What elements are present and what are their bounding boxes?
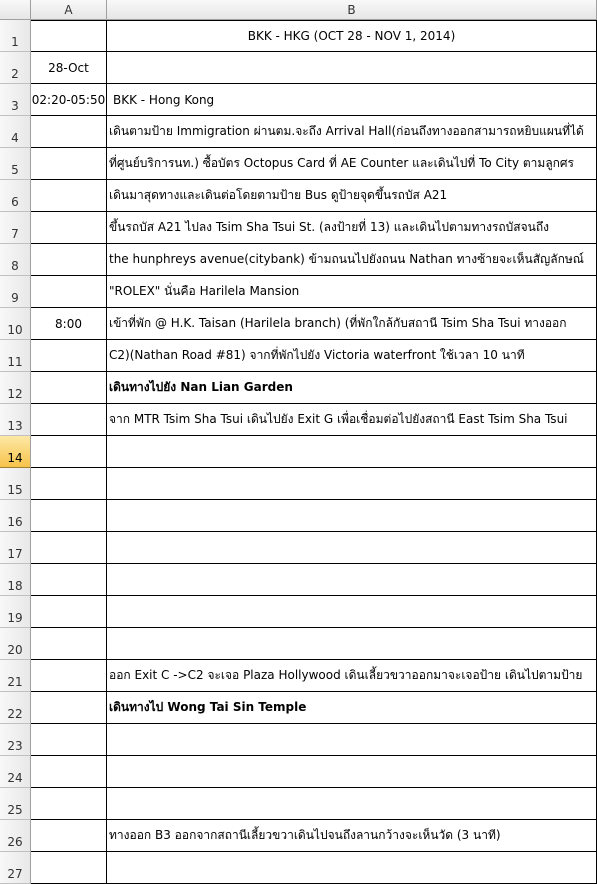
row-header[interactable]: 19 (0, 596, 31, 628)
cell-a[interactable] (31, 564, 107, 596)
row-header[interactable]: 8 (0, 244, 31, 276)
cell-b[interactable] (107, 468, 597, 500)
cell-a[interactable] (31, 372, 107, 404)
row-header[interactable]: 16 (0, 500, 31, 532)
table-row (0, 596, 597, 628)
table-row (0, 340, 597, 372)
table-row (0, 52, 597, 84)
cell-b[interactable]: ทางออก B3 ออกจากสถานีเลี้ยวขวาเดินไปจนถึงลานกว้างจะเห็นวัด (3 นาที) (107, 820, 597, 852)
table-row (0, 756, 597, 788)
cell-a[interactable] (31, 500, 107, 532)
cell-b[interactable]: "ROLEX" นั่นคือ Harilela Mansion (107, 276, 597, 308)
table-row (0, 692, 597, 724)
cell-b[interactable]: เดินทางไปยัง Nan Lian Garden (107, 372, 597, 404)
cell-b[interactable]: เดินตามป้าย Immigration ผ่านตม.จะถึง Arrival Hall(ก่อนถึงทางออกสามารถหยิบแผนที่ได้ (107, 116, 597, 148)
table-row (0, 660, 597, 692)
column-header-b[interactable]: B (107, 0, 597, 20)
table-row (0, 116, 597, 148)
table-row (0, 564, 597, 596)
cell-a[interactable] (31, 244, 107, 276)
cell-a[interactable] (31, 436, 107, 468)
cell-b[interactable] (107, 500, 597, 532)
row-header[interactable]: 3 (0, 84, 31, 116)
cell-a[interactable] (31, 660, 107, 692)
row-header[interactable]: 24 (0, 756, 31, 788)
cell-a[interactable] (31, 756, 107, 788)
table-row (0, 820, 597, 852)
row-header[interactable]: 25 (0, 788, 31, 820)
cell-a[interactable] (31, 20, 107, 52)
cell-a[interactable] (31, 180, 107, 212)
row-header[interactable]: 27 (0, 852, 31, 884)
cell-b[interactable]: BKK - HKG (OCT 28 - NOV 1, 2014) (107, 20, 597, 52)
cell-a[interactable]: 02:20-05:50 (31, 84, 107, 116)
table-row (0, 788, 597, 820)
row-header[interactable]: 10 (0, 308, 31, 340)
row-header[interactable]: 4 (0, 116, 31, 148)
cell-a[interactable] (31, 628, 107, 660)
row-header[interactable]: 11 (0, 340, 31, 372)
cell-b[interactable]: C2)(Nathan Road #81) จากที่พักไปยัง Victoria waterfront ใช้เวลา 10 นาที (107, 340, 597, 372)
cell-a[interactable] (31, 724, 107, 756)
cell-b[interactable]: เดินมาสุดทางและเดินต่อโดยตามป้าย Bus ดูป้ายจุดขึ้นรถบัส A21 (107, 180, 597, 212)
row-header[interactable]: 15 (0, 468, 31, 500)
row-header[interactable]: 7 (0, 212, 31, 244)
cell-b[interactable]: ที่ศูนย์บริการนท.) ซื้อบัตร Octopus Card ที่ AE Counter และเดินไปที่ To City ตามลูกศร (107, 148, 597, 180)
table-row (0, 436, 597, 468)
row-header[interactable]: 22 (0, 692, 31, 724)
table-row (0, 500, 597, 532)
cell-b[interactable] (107, 628, 597, 660)
select-all-corner[interactable] (0, 0, 31, 20)
row-header[interactable]: 23 (0, 724, 31, 756)
cell-b[interactable]: BKK - Hong Kong (107, 84, 597, 116)
table-row (0, 148, 597, 180)
table-row (0, 276, 597, 308)
row-header[interactable]: 13 (0, 404, 31, 436)
cell-b[interactable] (107, 532, 597, 564)
row-header[interactable]: 6 (0, 180, 31, 212)
cell-a[interactable] (31, 692, 107, 724)
cell-a[interactable] (31, 468, 107, 500)
cell-a[interactable] (31, 116, 107, 148)
cell-a[interactable] (31, 596, 107, 628)
cell-b[interactable] (107, 756, 597, 788)
row-header[interactable]: 12 (0, 372, 31, 404)
cell-a[interactable] (31, 340, 107, 372)
cell-a[interactable] (31, 852, 107, 884)
cell-b[interactable] (107, 788, 597, 820)
cell-b[interactable] (107, 596, 597, 628)
table-row (0, 84, 597, 116)
cell-b[interactable]: จาก MTR Tsim Sha Tsui เดินไปยัง Exit G เพื่อเชื่อมต่อไปยังสถานี East Tsim Sha Tsui (107, 404, 597, 436)
table-row (0, 404, 597, 436)
cell-b[interactable]: ออก Exit C ->C2 จะเจอ Plaza Hollywood เดินเลี้ยวขวาออกมาจะเจอป้าย เดินไปตามป้าย (107, 660, 597, 692)
table-row (0, 628, 597, 660)
row-header[interactable]: 21 (0, 660, 31, 692)
cell-a[interactable] (31, 212, 107, 244)
cell-a[interactable] (31, 404, 107, 436)
cell-a[interactable]: 8:00 (31, 308, 107, 340)
cell-b[interactable]: เดินทางไป Wong Tai Sin Temple (107, 692, 597, 724)
row-header[interactable]: 26 (0, 820, 31, 852)
table-row (0, 852, 597, 884)
table-row (0, 724, 597, 756)
table-row (0, 308, 597, 340)
row-header[interactable]: 18 (0, 564, 31, 596)
column-header-a[interactable]: A (31, 0, 107, 20)
row-header[interactable]: 1 (0, 20, 31, 52)
cell-a[interactable] (31, 820, 107, 852)
cell-b[interactable] (107, 724, 597, 756)
cell-a[interactable] (31, 532, 107, 564)
row-header[interactable]: 17 (0, 532, 31, 564)
row-header[interactable]: 2 (0, 52, 31, 84)
row-header[interactable]: 9 (0, 276, 31, 308)
table-row (0, 212, 597, 244)
cell-a[interactable] (31, 148, 107, 180)
cell-b[interactable] (107, 52, 597, 84)
table-row (0, 532, 597, 564)
cell-b[interactable] (107, 436, 597, 468)
cell-b[interactable]: เข้าที่พัก @ H.K. Taisan (Harilela branch) (ที่พักใกล้กับสถานี Tsim Sha Tsui ทางออก (107, 308, 597, 340)
cell-b[interactable] (107, 564, 597, 596)
cell-b[interactable]: ขึ้นรถบัส A21 ไปลง Tsim Sha Tsui St. (ลงป้ายที่ 13) และเดินไปตามทางรถบัสจนถึง (107, 212, 597, 244)
row-header[interactable]: 14 (0, 436, 31, 468)
row-header[interactable]: 20 (0, 628, 31, 660)
table-row (0, 20, 597, 52)
cell-a[interactable] (31, 276, 107, 308)
table-row (0, 372, 597, 404)
cell-b[interactable]: the hunphreys avenue(citybank) ข้ามถนนไปยังถนน Nathan ทางซ้ายจะเห็นสัญลักษณ์ (107, 244, 597, 276)
cell-a[interactable] (31, 788, 107, 820)
row-header[interactable]: 5 (0, 148, 31, 180)
table-row (0, 180, 597, 212)
table-row (0, 244, 597, 276)
cell-b[interactable] (107, 852, 597, 884)
table-row (0, 468, 597, 500)
cell-a[interactable]: 28-Oct (31, 52, 107, 84)
